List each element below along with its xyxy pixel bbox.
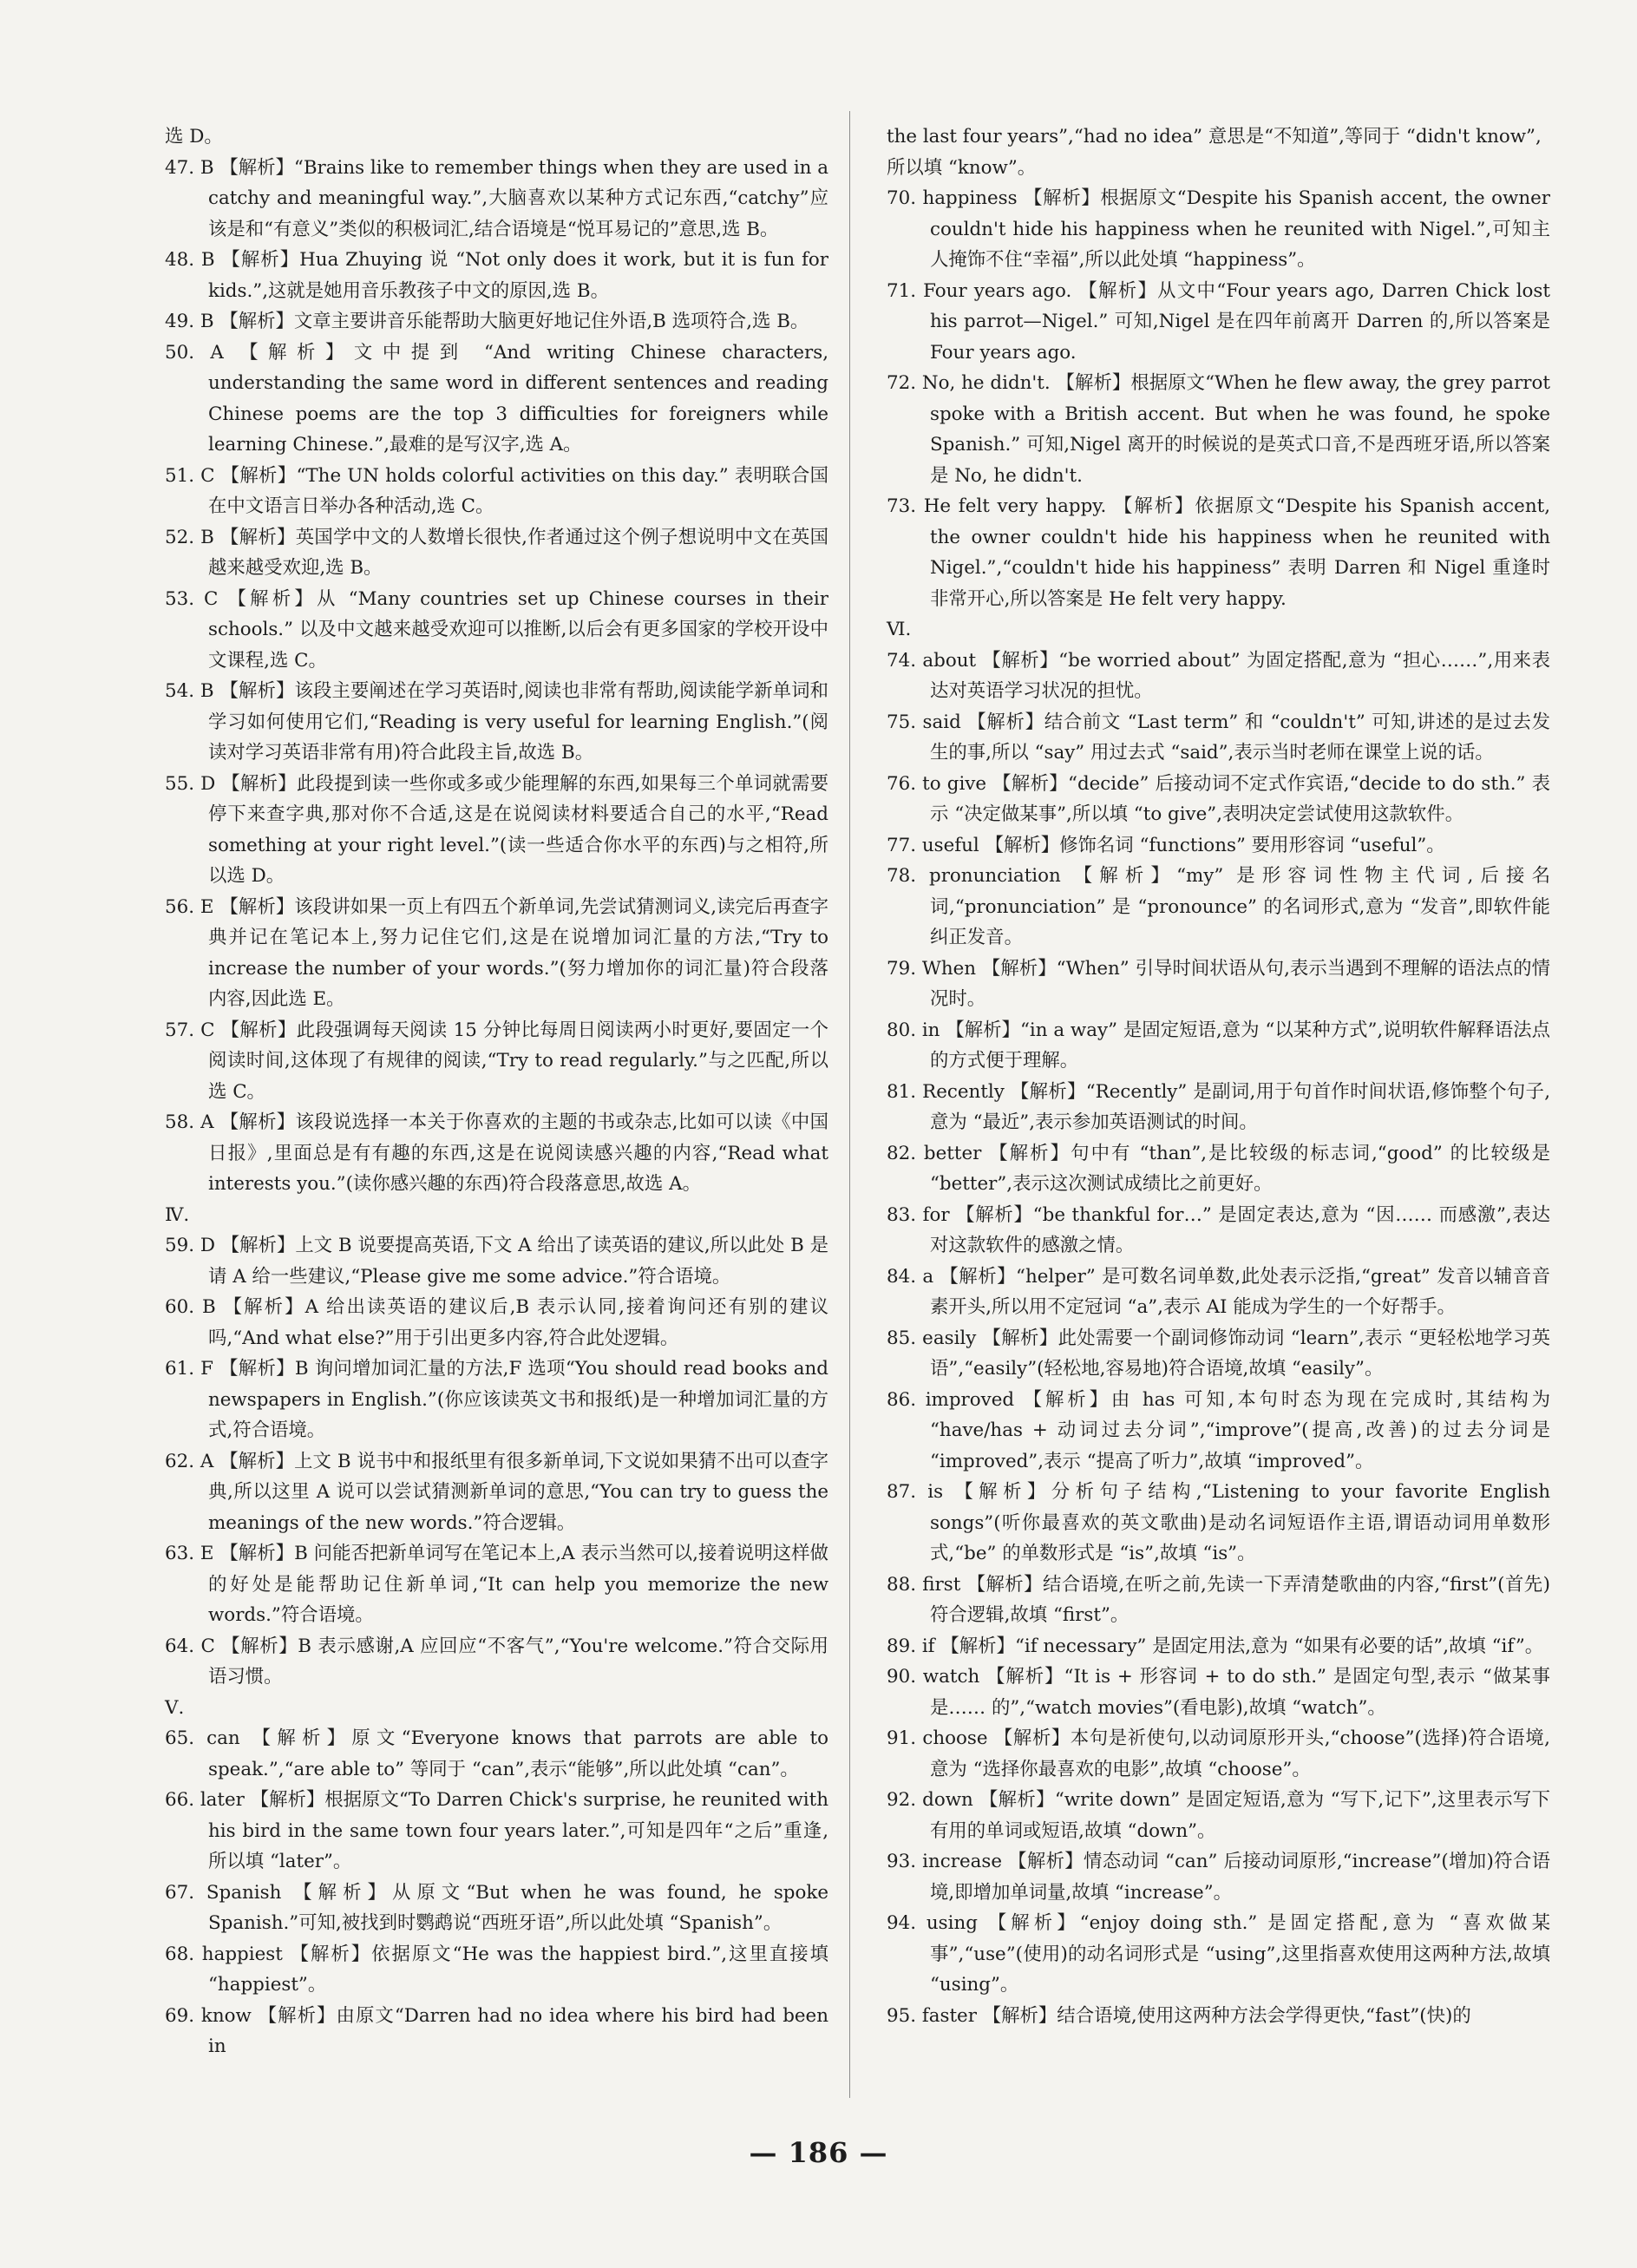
answer-entry: 67. Spanish 【解析】从原文“But when he was found, he spoke Spanish.”可知,被找到时鹦鹉说“西班牙语”,所以此处填 “Spanish”。	[165, 1881, 828, 1934]
answer-entry: 54. B 【解析】该段主要阐述在学习英语时,阅读也非常有帮助,阅读能学新单词和学习如何使用它们,“Reading is very useful for learning English.”(阅读对学习英语非常有用)符合此段主旨,故选 B。	[165, 680, 828, 764]
answer-entry: 77. useful 【解析】修饰名词 “functions” 要用形容词 “useful”。	[887, 834, 1445, 856]
answer-entry: 65. can 【解析】原文“Everyone knows that parrots are able to speak.”,“are able to” 等同于 “can”,表示“能够”,所以此处填 “can”。	[165, 1727, 828, 1780]
answer-entry: 55. D 【解析】此段提到读一些你或多或少能理解的东西,如果每三个单词就需要停下来查字典,那对你不合适,这是在说阅读材料要适合自己的水平,“Read something at your right level.”(读一些适合你水平的东西)与之相符,所以选 D。	[165, 772, 828, 887]
answer-entry: 79. When 【解析】“When” 引导时间状语从句,表示当遇到不理解的语法点的情况时。	[887, 957, 1550, 1010]
answer-entry: 58. A 【解析】该段说选择一本关于你喜欢的主题的书或杂志,比如可以读《中国日报》,里面总是有有趣的东西,这是在说阅读感兴趣的内容,“Read what interests you.”(读你感兴趣的东西)符合段落意思,故选 A。	[165, 1111, 828, 1195]
answer-entry: 91. choose 【解析】本句是祈使句,以动词原形开头,“choose”(选择)符合语境,意为 “选择你最喜欢的电影”,故填 “choose”。	[887, 1727, 1550, 1780]
answer-entry: 47. B 【解析】“Brains like to remember things when they are used in a catchy and meaningful way.”,大脑喜欢以某种方式记东西,“catchy”应该是和“有意义”类似的积极词汇,结合语境是“悦耳易记的”意思,选 B。	[165, 156, 828, 240]
answer-entry: 68. happiest 【解析】依据原文“He was the happiest bird.”,这里直接填 “happiest”。	[165, 1943, 828, 1996]
answer-entry: 81. Recently 【解析】“Recently” 是副词,用于句首作时间状语,修饰整个句子,意为 “最近”,表示参加英语测试的时间。	[887, 1080, 1550, 1133]
answer-entry: 63. E 【解析】B 问能否把新单词写在笔记本上,A 表示当然可以,接着说明这样做的好处是能帮助记住新单词,“It can help you memorize the new words.”符合语境。	[165, 1543, 828, 1626]
answer-entry: 57. C 【解析】此段强调每天阅读 15 分钟比每周日阅读两小时更好,要固定一个阅读时间,这体现了有规律的阅读,“Try to read regularly.”与之匹配,所以选 C。	[165, 1019, 828, 1103]
answer-entry: 75. said 【解析】结合前文 “Last term” 和 “couldn't” 可知,讲述的是过去发生的事,所以 “say” 用过去式 “said”,表示当时老师在课堂上说的话。	[887, 711, 1550, 764]
answer-entry: 95. faster 【解析】结合语境,使用这两种方法会学得更快,“fast”(快)的	[887, 2004, 1471, 2027]
answer-entry: 87. is 【解析】分析句子结构,“Listening to your favorite English songs”(听你最喜欢的英文歌曲)是动名词短语作主语,谓语动词用单数形式,“be” 的单数形式是 “is”,故填 “is”。	[887, 1481, 1550, 1564]
answer-entry: 80. in 【解析】“in a way” 是固定短语,意为 “以某种方式”,说明软件解释语法点的方式便于理解。	[887, 1019, 1550, 1072]
answer-entry: 84. a 【解析】“helper” 是可数名词单数,此处表示泛指,“great” 发音以辅音音素开头,所以用不定冠词 “a”,表示 AI 能成为学生的一个好帮手。	[887, 1265, 1550, 1318]
left-column	[165, 121, 828, 2062]
right-column	[887, 121, 1550, 2031]
answer-entry: 61. F 【解析】B 询问增加词汇量的方法,F 选项“You should read books and newspapers in English.”(你应该读英文书和报纸)是一种增加词汇量的方式,符合语境。	[165, 1358, 828, 1441]
answer-entry: 71. Four years ago. 【解析】从文中“Four years ago, Darren Chick lost his parrot—Nigel.” 可知,Nigel 是在四年前离开 Darren 的,所以答案是 Four years ago.	[887, 279, 1550, 364]
answer-entry: 62. A 【解析】上文 B 说书中和报纸里有很多新单词,下文说如果猜不出可以查字典,所以这里 A 说可以尝试猜测新单词的意思,“You can try to guess the meanings of the new words.”符合逻辑。	[165, 1450, 828, 1534]
answer-entry: 59. D 【解析】上文 B 说要提高英语,下文 A 给出了读英语的建议,所以此处 B 是请 A 给一些建议,“Please give me some advice.”符合语境。	[165, 1235, 828, 1288]
answer-entry: 82. better 【解析】句中有 “than”,是比较级的标志词,“good” 的比较级是 “better”,表示这次测试成绩比之前更好。	[887, 1142, 1550, 1195]
answer-entry: 90. watch 【解析】“It is + 形容词 + to do sth.” 是固定句型,表示 “做某事是…… 的”,“watch movies”(看电影),故填 “watch”。	[887, 1666, 1550, 1719]
answer-entry: 94. using 【解析】“enjoy doing sth.” 是固定搭配,意为 “喜欢做某事”,“use”(使用)的动名词形式是 “using”,这里指喜欢使用这两种方法,故填 “using”。	[887, 1912, 1550, 1996]
answer-entry: 60. B 【解析】A 给出读英语的建议后,B 表示认同,接着询问还有别的建议吗,“And what else?”用于引出更多内容,符合此处逻辑。	[165, 1296, 828, 1349]
answer-entry: 89. if 【解析】“if necessary” 是固定用法,意为 “如果有必要的话”,故填 “if”。	[887, 1635, 1544, 1657]
answer-entry: 86. improved 【解析】由 has 可知,本句时态为现在完成时,其结构为 “have/has + 动词过去分词”,“improve”(提高,改善)的过去分词是 “improved”,表示 “提高了听力”,故填 “improved”。	[887, 1388, 1550, 1472]
answer-entry: 64. C 【解析】B 表示感谢,A 应回应“不客气”,“You're welcome.”符合交际用语习惯。	[165, 1635, 828, 1688]
answer-entry: 92. down 【解析】“write down” 是固定短语,意为 “写下,记下”,这里表示写下有用的单词或短语,故填 “down”。	[887, 1789, 1550, 1842]
answer-entry: 88. first 【解析】结合语境,在听之前,先读一下弄清楚歌曲的内容,“first”(首先)符合逻辑,故填 “first”。	[887, 1573, 1550, 1626]
answer-entry: 70. happiness 【解析】根据原文“Despite his Spanish accent, the owner couldn't hide his happiness when he reunited with Nigel.”,可知主人掩饰不住“幸福”,所以此处填 “happiness”。	[887, 187, 1550, 271]
answer-entry: 69. know 【解析】由原文“Darren had no idea where his bird had been in	[165, 2004, 828, 2057]
answer-entry: 72. No, he didn't. 【解析】根据原文“When he flew away, the grey parrot spoke with a British accent. But when he was found, he spoke Spanish.” 可知,Nigel 离开的时候说的是英式口音,不是西班牙语,所以答案是 No, he didn't.	[887, 372, 1550, 487]
answer-entry: 93. increase 【解析】情态动词 “can” 后接动词原形,“increase”(增加)符合语境,即增加单词量,故填 “increase”。	[887, 1851, 1550, 1904]
answer-entry: 48. B 【解析】Hua Zhuying 说 “Not only does it work, but it is fun for kids.”,这就是她用音乐教孩子中文的原因,选 B。	[165, 249, 828, 302]
answer-entry: 50. A 【解析】文中提到 “And writing Chinese characters, understanding the same word in different sentences and reading Chinese poems are the top 3 difficulties for foreigners while learning Chinese.”,最难的是写汉字,选 A。	[165, 341, 828, 456]
answer-entry: 52. B 【解析】英国学中文的人数增长很快,作者通过这个例子想说明中文在英国越来越受欢迎,选 B。	[165, 526, 828, 579]
answer-entry: 74. about 【解析】“be worried about” 为固定搭配,意为 “担心……”,用来表达对英语学习状况的担忧。	[887, 649, 1550, 702]
answer-entry: 49. B 【解析】文章主要讲音乐能帮助大脑更好地记住外语,B 选项符合,选 B。	[165, 311, 809, 332]
answer-entry: the last four years”,“had no idea” 意思是“不知道”,等同于 “didn't know”,所以填 “know”。	[887, 126, 1542, 179]
answer-entry: 78. pronunciation 【解析】“my” 是形容词性物主代词,后接名词,“pronunciation” 是 “pronounce” 的名词形式,意为 “发音”,即软件能纠正发音。	[887, 865, 1550, 948]
section-heading: Ⅳ.	[165, 1203, 190, 1226]
answer-entry: 66. later 【解析】根据原文“To Darren Chick's surprise, he reunited with his bird in the same town four years later.”,可知是四年“之后”重逢,所以填 “later”。	[165, 1789, 828, 1872]
answer-entry: 85. easily 【解析】此处需要一个副词修饰动词 “learn”,表示 “更轻松地学习英语”,“easily”(轻松地,容易地)符合语境,故填 “easily”。	[887, 1327, 1550, 1380]
answer-entry: 76. to give 【解析】“decide” 后接动词不定式作宾语,“decide to do sth.” 表示 “决定做某事”,所以填 “to give”,表明决定尝试使用这款软件。	[887, 772, 1550, 825]
page-number: — 186 —	[749, 2136, 888, 2169]
answer-entry: 56. E 【解析】该段讲如果一页上有四五个新单词,先尝试猜测词义,读完后再查字典并记在笔记本上,努力记住它们,这是在说增加词汇量的方法,“Try to increase the number of your words.”(努力增加你的词汇量)符合段落内容,因此选 E。	[165, 895, 828, 1010]
section-heading: Ⅴ.	[165, 1696, 185, 1719]
answer-entry: 53. C 【解析】从 “Many countries set up Chinese courses in their schools.” 以及中文越来越受欢迎可以推断,以后会有更多国家的学校开设中文课程,选 C。	[165, 587, 828, 672]
column-divider	[849, 111, 850, 2098]
answer-entry: 选 D。	[165, 126, 223, 147]
answer-entry: 83. for 【解析】“be thankful for…” 是固定表达,意为 “因…… 而感激”,表达对这款软件的感激之情。	[887, 1203, 1550, 1256]
answer-entry: 73. He felt very happy. 【解析】依据原文“Despite his Spanish accent, the owner couldn't hide his happiness when he reunited with Nigel.”,“couldn't hide his happiness” 表明 Darren 和 Nigel 重逢时非常开心,所以答案是 He felt very happy.	[887, 495, 1550, 610]
answer-entry: 51. C 【解析】“The UN holds colorful activities on this day.” 表明联合国在中文语言日举办各种活动,选 C。	[165, 464, 828, 517]
section-heading: Ⅵ.	[887, 619, 912, 640]
